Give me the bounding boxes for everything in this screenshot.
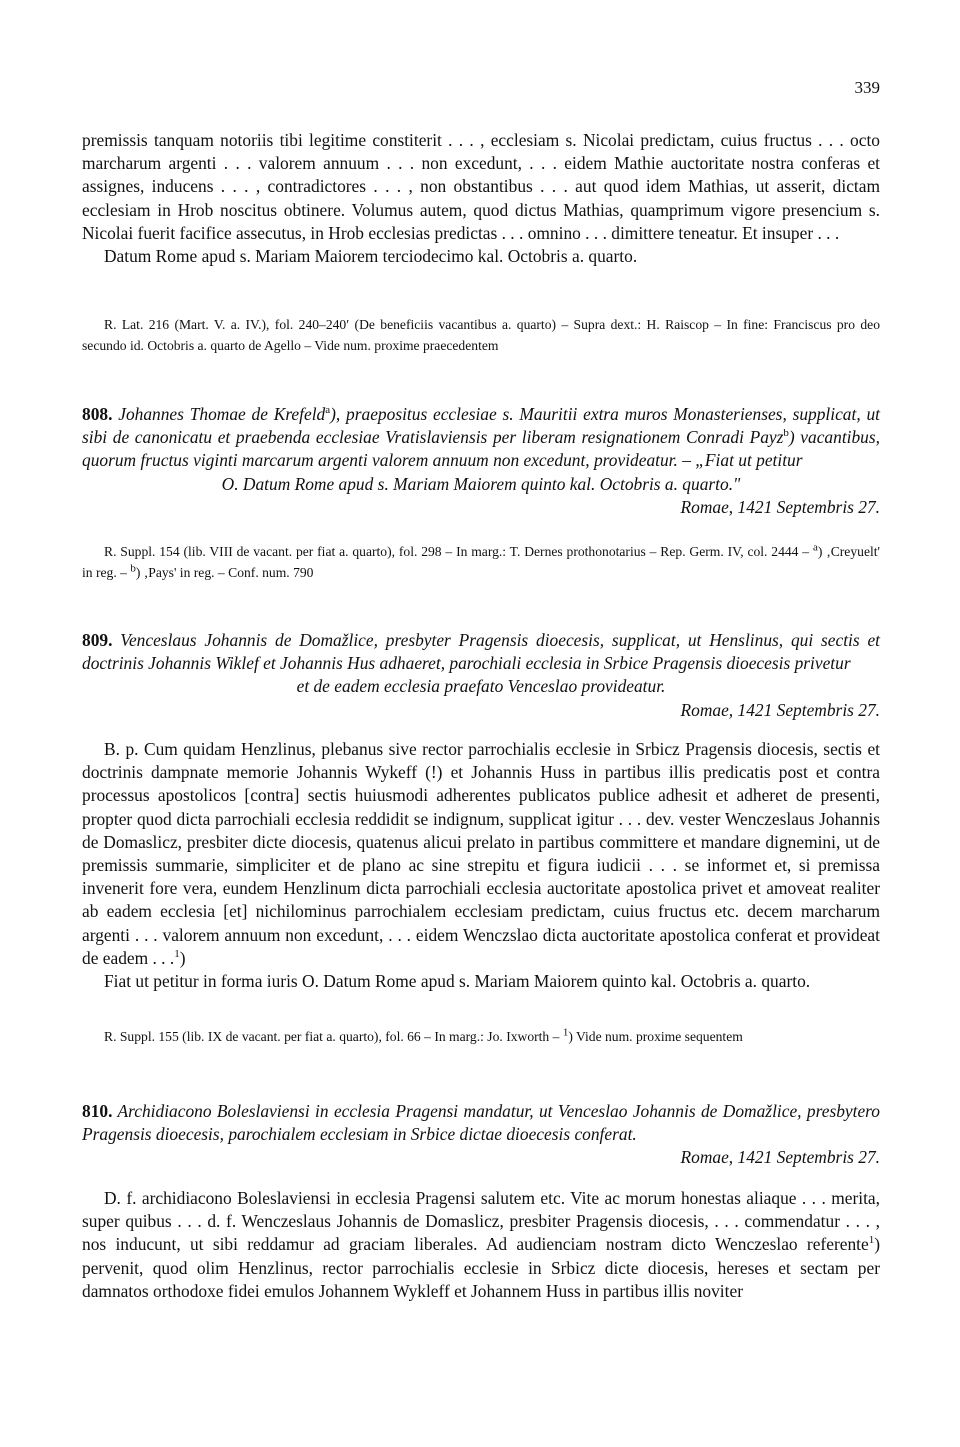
- entry-809-dating: Fiat ut petitur in forma iuris O. Datum Rome apud s. Mariam Maiorem quinto kal. Octobris a. quarto.: [104, 971, 811, 992]
- entry-number: 809.: [82, 630, 113, 650]
- archival-note: R. Suppl. 155 (lib. IX de vacant. per fiat a. quarto), fol. 66 – In marg.: Jo. Ixworth – $^1$) Vide num. proxime sequentem: [104, 1026, 743, 1044]
- entry-809-text: B. p. Cum quidam Henzlinus, plebanus sive rector parrochialis ecclesie in Srbicz Pragensis diocesis, sectis et doctrinis dampnate memorie Johannis Wykeff (!) et Johannis Huss in partibus illis predicatis post et contra processus apostolicos [contra] sectis huiusmodi adherentes publicatos publice adhesit et adheret de presenti, propter quod dicta parrochiali ecclesia reddidit se indignum, supplicat igitur . . . dev. vester Wenczeslaus Johannis de Domaslicz, presbiter dicte diocesis, quatenus alicui prelato in partibus committere et mandare dignemini, ut de premissis summarie, simpliciter et de plano ac sine strepitu et figura iudicii . . . se informet et, si premissa invenerit fore vera, eundem Henzlinum dicta parrochiali ecclesia auctoritate apostolica privet et amoveat realiter ab eadem ecclesia [et] nichilominus parrochialem ecclesiam predictam, cuius fructus etc. decem marcharum argenti . . . valorem annuum non excedunt, . . . eidem Wenczslao dicta auctoritate apostolica conferat et provideat de eadem . . .$^1$): [82, 739, 880, 968]
- footnote-marker: a: [325, 404, 331, 417]
- entry-808-date: Romae, 1421 Septembris 27.: [680, 496, 880, 517]
- entry-810-heading: 810. Archidiacono Boleslaviensi in ecclesia Pragensi mandatur, ut Venceslao Johannis de Domažlice, presbytero Pragensis dioecesis, parochialem ecclesiam in Srbice dictae dioecesis conferat.: [82, 1101, 880, 1145]
- entry-808: [82, 403, 880, 519]
- entry-number: 808.: [82, 404, 113, 424]
- entry-number: 810.: [82, 1101, 113, 1121]
- footnote-marker: b: [783, 427, 789, 440]
- footnote-marker: a: [812, 541, 818, 554]
- entry-808-note: [82, 542, 880, 583]
- footnote-marker: 1: [868, 1234, 875, 1247]
- footnote-marker: 1: [562, 1026, 569, 1039]
- page-number: 339: [854, 78, 880, 97]
- entry-809-heading: 809. Venceslaus Johannis de Domažlice, presbyter Pragensis dioecesis, supplicat, ut Henslinus, qui sectis et doctrinis Johannis Wiklef et Johannis Hus adhaeret, parochiali ecclesia in Srbice Pragensis dioecesis privetur et de eadem ecclesia praefato Venceslao provideatur.: [82, 630, 880, 697]
- dating-clause: Datum Rome apud s. Mariam Maiorem terciodecimo kal. Octobris a. quarto.: [104, 246, 638, 267]
- entry-809: [82, 629, 880, 722]
- entry-810-date: Romae, 1421 Septembris 27.: [680, 1147, 880, 1168]
- continuation-paragraph: premissis tanquam notoriis tibi legitime constiterit . . . , ecclesiam s. Nicolai predictam, cuius fructus . . . octo marcharum argenti . . . valorem annuum . . . non excedunt, . . . eidem Mathie auctoritate nostra conferas et assignes, inducens . . . , contradictores . . . , non obstantibus . . . aut quod idem Mathias, ut asserit, dictam ecclesiam in Hrob noscitus obtinere. Volumus autem, quod dictus Mathias, quamprimum vigore presencium s. Nicolai fuerit facifice assecutus, in Hrob ecclesias predictas . . . omnino . . . dimittere teneatur. Et insuper . . .: [82, 130, 880, 243]
- archival-note: R. Lat. 216 (Mart. V. a. IV.), fol. 240–240′ (De beneficiis vacantibus a. quarto) – Supra dext.: H. Raiscop – In fine: Franciscus pro deo secundo id. Octobris a. quarto de Agello – Vide num. proxime praecedentem: [82, 317, 880, 353]
- entry-809-body: [82, 738, 880, 993]
- entry-810: [82, 1100, 880, 1170]
- entry-810-text: D. f. archidiacono Boleslaviensi in ecclesia Pragensi salutem etc. Vite ac morum honestas aliaque . . . merita, super quibus . . . d. f. Wenczeslaus Johannis de Domaslicz, presbiter Pragensis diocesis, . . . commendatur . . . , nos inducunt, ut sibi reddamur ad graciam liberales. Ad audienciam nostram dicto Wenczeslao referente$^1$) pervenit, quod olim Henzlinus, rector parrochialis ecclesie in Srbicz dicte diocesis, hereses et sectam per damnatos orthodoxe fidei emulos Johannem Wykleff et Johannem Huss in partibus illis noviter: [82, 1188, 880, 1301]
- continuation-block: [82, 129, 880, 268]
- footnote-marker: 1: [174, 948, 180, 961]
- entry-809-note: [82, 1027, 880, 1048]
- footnote-marker: b: [130, 561, 136, 574]
- continuation-note: [82, 315, 880, 356]
- entry-809-date: Romae, 1421 Septembris 27.: [680, 699, 880, 720]
- archival-note: R. Suppl. 154 (lib. VIII de vacant. per fiat a. quarto), fol. 298 – In marg.: T. Dernes prothonotarius – Rep. Germ. IV, col. 2444 – $^a$) ‚Creyuelt' in reg. – $^b$) ‚Pays' in reg. – Conf. num. 790: [82, 541, 880, 580]
- entry-808-heading: 808. Johannes Thomae de Krefeld$^a$), praepositus ecclesiae s. Mauritii extra muros Monasterienses, supplicat, ut sibi de canonicatu et praebenda ecclesiae Vratislaviensis per liberam resignationem Conradi Payz$^b$) vacantibus, quorum fructus viginti marcarum argenti valorem annuum non excedunt, provideatur. – „Fiat ut petitur O. Datum Rome apud s. Mariam Maiorem quinto kal. Octobris a. quarto.": [82, 404, 880, 494]
- entry-810-body: [82, 1187, 880, 1303]
